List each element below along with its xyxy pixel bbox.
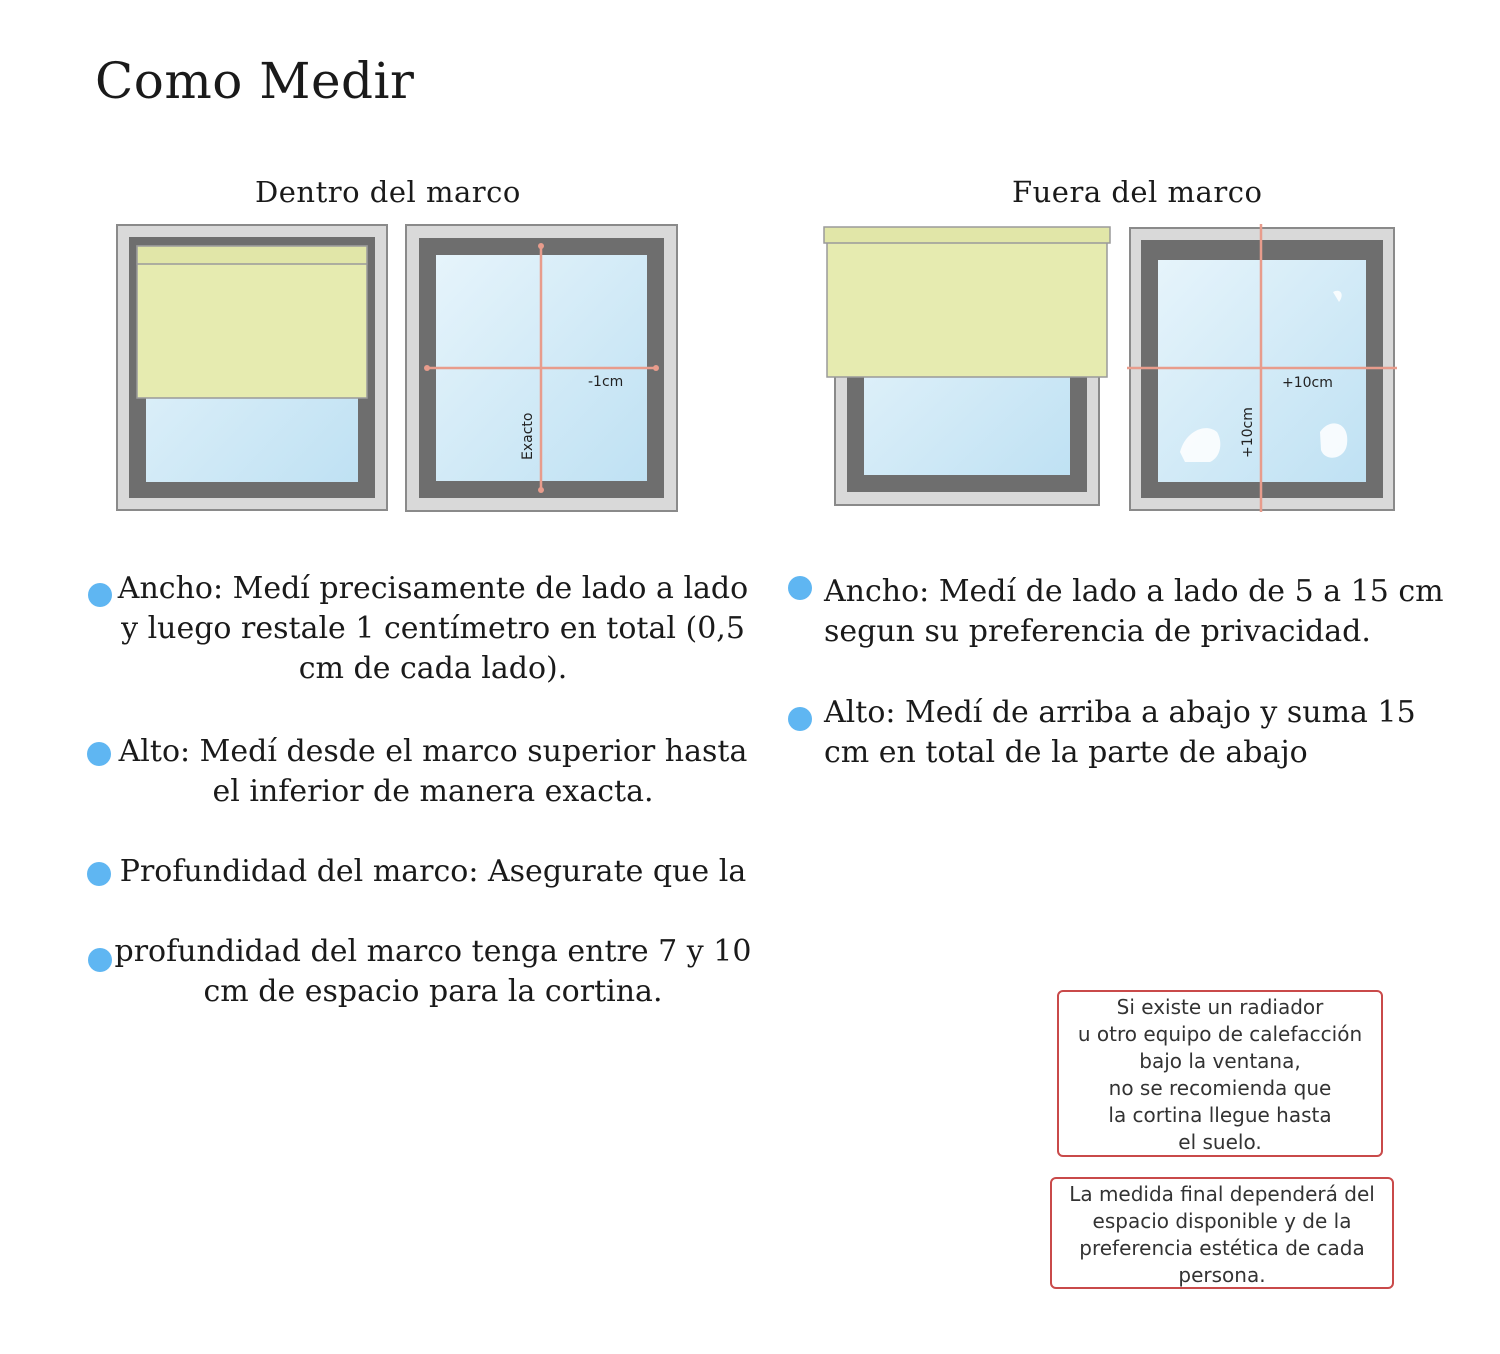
inside-window-with-blind-diagram: [116, 224, 388, 512]
final-measure-note: La medida final dependerá del espacio disponible y de la preferencia estética de cada persona.: [1050, 1177, 1394, 1289]
bullet-dot-icon: [88, 948, 112, 972]
list-item: [85, 932, 753, 1012]
bullet-dot-icon: [87, 742, 111, 766]
list-item: [85, 569, 753, 689]
radiator-note: Si existe un radiador u otro equipo de calefacción bajo la ventana, no se recomienda que la cortina llegue hasta el suelo.: [1057, 990, 1383, 1157]
bullet-text: Profundidad del marco: Asegurate que la: [119, 854, 747, 889]
height-measure-label: +10cm: [1240, 407, 1256, 458]
outside-measure-diagram: [1125, 222, 1399, 514]
outside-window-with-blind-diagram: [822, 224, 1112, 508]
bullet-text: Ancho: Medí de lado a lado de 5 a 15 cm segun su preferencia de privacidad.: [824, 574, 1444, 649]
bullet-text: profundidad del marco tenga entre 7 y 10 cm de espacio para la cortina.: [114, 934, 752, 1009]
list-item: [85, 732, 753, 812]
inside-frame-heading: Dentro del marco: [255, 175, 521, 209]
outside-bullet-list: [788, 572, 1453, 770]
blind-cassette: [137, 246, 367, 264]
page-title: Como Medir: [95, 52, 415, 110]
bullet-dot-icon: [788, 576, 812, 600]
width-measure-label: -1cm: [588, 374, 624, 390]
outside-frame-heading: Fuera del marco: [1012, 175, 1263, 209]
list-item: [788, 572, 1449, 652]
list-item: [85, 852, 753, 892]
height-measure-label: Exacto: [520, 412, 536, 460]
inside-measure-diagram: [405, 224, 678, 513]
blind-cassette: [824, 227, 1110, 243]
inside-bullet-list: [85, 569, 752, 1009]
bullet-text: Ancho: Medí precisamente de lado a lado y luego restale 1 centímetro en total (0,5 cm de cada lado).: [117, 571, 749, 686]
bullet-text: Alto: Medí desde el marco superior hasta el inferior de manera exacta.: [118, 734, 748, 809]
roller-blind: [137, 246, 367, 398]
width-measure-label: +10cm: [1282, 375, 1333, 391]
bullet-dot-icon: [88, 583, 112, 607]
bullet-text: Alto: Medí de arriba a abajo y suma 15 cm en total de la parte de abajo: [824, 695, 1416, 770]
roller-blind: [827, 239, 1107, 377]
list-item: [788, 693, 1449, 773]
bullet-dot-icon: [87, 862, 111, 886]
bullet-dot-icon: [788, 707, 812, 731]
